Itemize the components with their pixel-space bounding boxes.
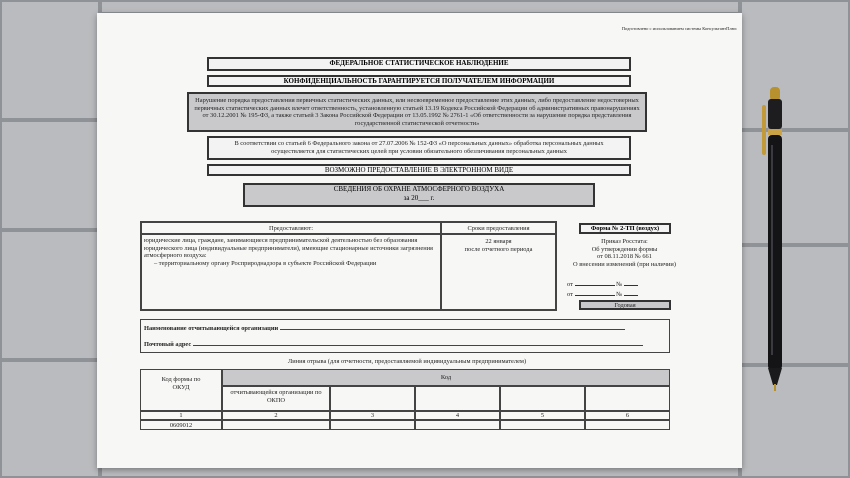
col-number: 2 [222, 411, 330, 420]
value-cell [330, 420, 415, 430]
code-cell [415, 386, 500, 411]
form-label: Форма № 2-ТП (воздух) [579, 223, 671, 234]
number-blank [624, 295, 638, 296]
brick [100, 0, 740, 14]
ballpoint-pen [758, 85, 792, 395]
pen-ring [768, 129, 782, 135]
address-blank [193, 345, 643, 346]
pen-tip [768, 368, 782, 385]
pen-cap [768, 99, 782, 129]
brick [0, 0, 100, 120]
value-cell [585, 420, 670, 430]
org-name-row [144, 325, 664, 333]
providers-item: – территориальному органу Росприроднадзора в субъекте Российской Федерации [154, 259, 377, 267]
change-line-1 [567, 281, 677, 289]
col-number: 5 [500, 411, 585, 420]
codes-table [140, 369, 670, 431]
org-name-label: Наименование отчитывающейся организации [144, 325, 279, 332]
col-number: 4 [415, 411, 500, 420]
col-number: 3 [330, 411, 415, 420]
okud-value: 0609012 [140, 420, 222, 430]
deadline-body [441, 234, 556, 310]
pen-point [774, 384, 776, 391]
code-cell [500, 386, 585, 411]
number-label: № [616, 291, 623, 298]
year-line: за 20___ г. [403, 194, 435, 202]
change-line-2 [567, 291, 677, 299]
deadline-after: после отчетного периода [464, 245, 533, 253]
corner-note: Подготовлено с использованием системы КонсультантПлюс [621, 26, 737, 31]
address-label: Почтовый адрес [144, 341, 192, 348]
code-header: Код [222, 369, 670, 386]
number-blank [624, 285, 638, 286]
electronic-submission: ВОЗМОЖНО ПРЕДОСТАВЛЕНИЕ В ЭЛЕКТРОННОМ ВИДЕ [207, 164, 631, 176]
col-number: 6 [585, 411, 670, 420]
deadline-header: Сроки предоставления [441, 222, 556, 234]
violation-notice: Нарушение порядка предоставления первичных статистических данных, или несвоевременное предоставление этих данных, либо предоставление недостоверных первичных статистических данных влечет ответственность, установленную статьей 13.19 Кодекса Российской Федерации об административных правонарушениях от 30.12.2001 № 195-ФЗ, а также статьей 3 Закона Российской Федерации от 13.05.1992 № 2761-1 «Об ответственности за нарушение порядка представления государственной статистической отчетности» [187, 92, 647, 132]
brick [740, 0, 850, 130]
form-info-block [557, 238, 692, 268]
form-title-box [243, 183, 595, 207]
approval-label: Об утверждении формы [591, 245, 658, 253]
org-info-box [140, 319, 670, 353]
value-cell [500, 420, 585, 430]
address-row [144, 341, 664, 349]
brick [740, 130, 850, 245]
providers-text: юридические лица, граждане, занимающиеся предпринимательской деятельностью без образования юридического лица (индивидуальные предприниматели), имеющие стационарные источники загрязнения атмосферного воздуха: [144, 237, 433, 260]
value-cell [222, 420, 330, 430]
from-label: от [567, 291, 573, 298]
cut-line: Линия отрыва (для отчетности, предоставляемой индивидуальным предпринимателем) [287, 358, 527, 365]
pen-top [770, 87, 780, 101]
confidentiality-banner: КОНФИДЕНЦИАЛЬНОСТЬ ГАРАНТИРУЕТСЯ ПОЛУЧАТЕЛЕМ ИНФОРМАЦИИ [207, 75, 631, 87]
changes-label: О внесении изменений (при наличии) [573, 260, 676, 268]
pen-highlight [771, 145, 773, 355]
col-number: 1 [140, 411, 222, 420]
value-cell [415, 420, 500, 430]
number-label: № [616, 281, 623, 288]
date-blank [575, 285, 615, 286]
period-badge: Годовая [579, 300, 671, 310]
brick [0, 360, 100, 478]
observation-title: ФЕДЕРАЛЬНОЕ СТАТИСТИЧЕСКОЕ НАБЛЮДЕНИЕ [207, 57, 631, 71]
approval-date: от 08.11.2018 № 661 [597, 253, 652, 261]
code-cell [585, 386, 670, 411]
from-label: от [567, 281, 573, 288]
okud-header: Код формы по ОКУД [140, 369, 222, 411]
brick [0, 120, 100, 230]
brick [740, 245, 850, 365]
form-title: СВЕДЕНИЯ ОБ ОХРАНЕ АТМОСФЕРНОГО ВОЗДУХА [333, 185, 505, 193]
brick [0, 230, 100, 360]
date-blank [575, 295, 615, 296]
providers-header: Предоставляют: [141, 222, 441, 234]
form-sheet [97, 13, 742, 468]
org-name-blank [280, 329, 625, 330]
code-cell [330, 386, 415, 411]
brick [740, 365, 850, 478]
pen-clip [762, 105, 766, 155]
personal-data-notice: В соответствии со статьей 6 Федерального закона от 27.07.2006 № 152-ФЗ «О персональных данных» обработка персональных данных осуществляется для статистических целей при условии обязательного обезличивания персональных данных [207, 136, 631, 160]
deadline-date: 22 января [485, 238, 512, 245]
order-label: Приказ Росстата: [601, 238, 648, 245]
providers-table [140, 221, 557, 311]
okpo-header: отчитывающейся организации по ОКПО [222, 386, 330, 411]
pen-barrel [768, 135, 782, 370]
providers-body [141, 234, 441, 310]
